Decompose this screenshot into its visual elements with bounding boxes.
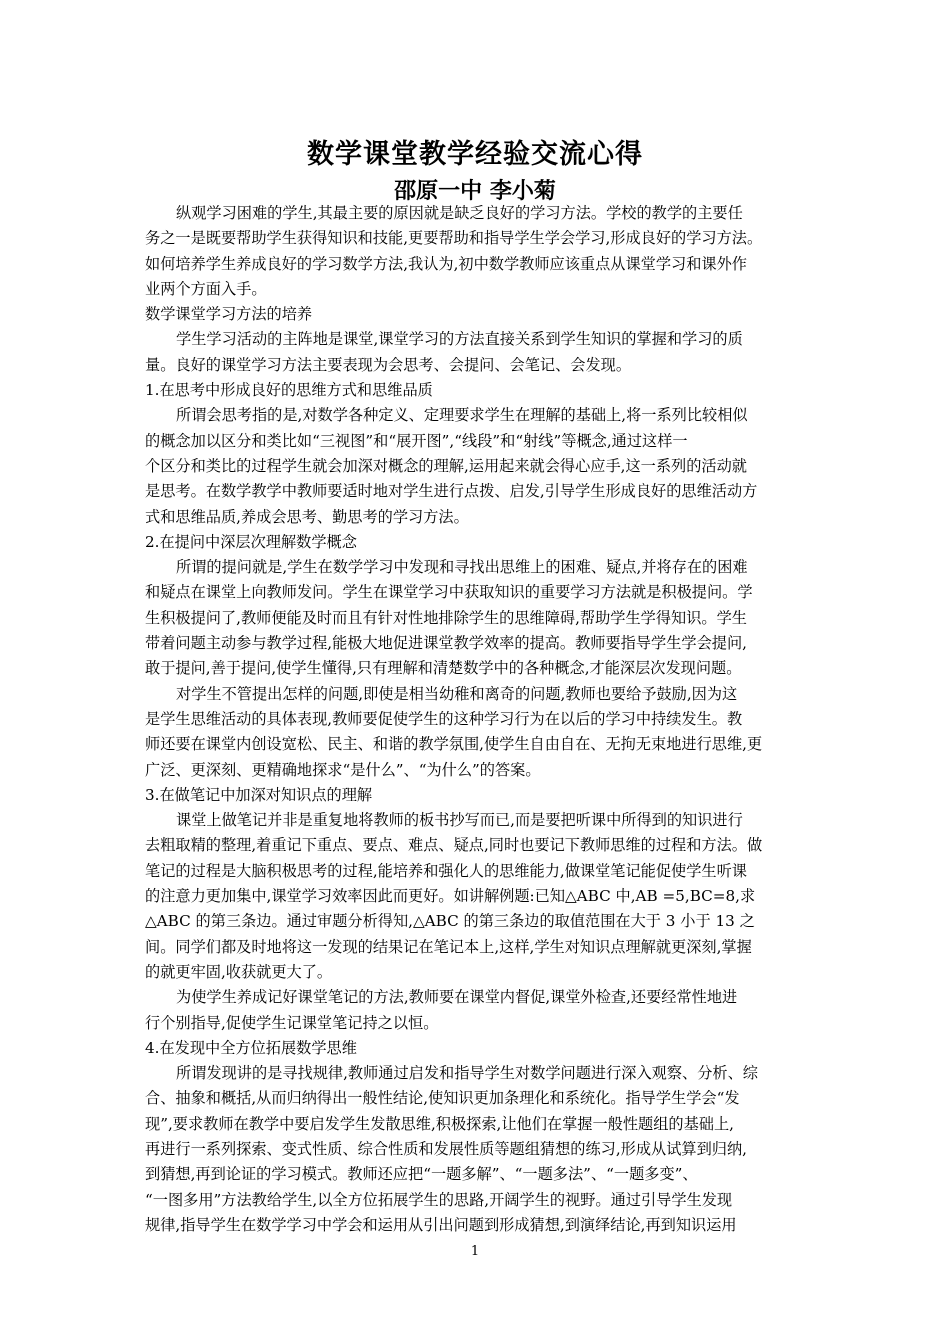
text-line: 数学课堂学习方法的培养 [145,305,313,324]
text-line: 务之一是既要帮助学生获得知识和技能,更要帮助和指导学生学会学习,形成良好的学习方法。 [145,229,763,248]
document-body [145,201,810,1238]
text-line: 所谓的提问就是,学生在数学学习中发现和寻找出思维上的困难、疑点,并将存在的困难 [176,558,748,577]
text-line: 量。良好的课堂学习方法主要表现为会思考、会提问、会笔记、会发现。 [145,355,631,374]
text-line: 到猜想,再到论证的学习模式。教师还应把“一题多解”、“一题多法”、“一题多变”、 [145,1165,698,1184]
text-line: 去粗取精的整理,着重记下重点、要点、难点、疑点,同时也要记下教师思维的过程和方法。做 [145,836,763,855]
text-line: 所谓会思考指的是,对数学各种定义、定理要求学生在理解的基础上,将一系列比较相似 [176,406,748,425]
text-line: 1.在思考中形成良好的思维方式和思维品质 [145,381,433,400]
text-line: 间。同学们都及时地将这一发现的结果记在笔记本上,这样,学生对知识点理解就更深刻,掌握 [145,937,752,956]
text-line: 所谓发现讲的是寻找规律,教师通过启发和指导学生对数学问题进行深入观察、分析、综 [176,1064,758,1083]
text-line: 如何培养学生养成良好的学习数学方法,我认为,初中数学教师应该重点从课堂学习和课外作 [145,254,747,273]
text-line: 的就更牢固,收获就更大了。 [145,962,333,981]
text-line: 广泛、更深刻、更精确地探求“是什么”、“为什么”的答案。 [145,760,541,779]
text-line: 4.在发现中全方位拓展数学思维 [145,1038,357,1057]
text-line: 生积极提问了,教师便能及时而且有针对性地排除学生的思维障碍,帮助学生学得知识。学生 [145,608,747,627]
text-line: 个区分和类比的过程学生就会加深对概念的理解,运用起来就会得心应手,这一系列的活动就 [145,456,747,475]
text-line: 2.在提问中深层次理解数学概念 [145,532,357,551]
text-line: 是思考。在数学教学中教师要适时地对学生进行点拨、启发,引导学生形成良好的思维活动方 [145,482,758,501]
text-line: 是学生思维活动的具体表现,教师要促使学生的这种学习行为在以后的学习中持续发生。教 [145,709,743,728]
text-line: 合、抽象和概括,从而归纳得出一般性结论,使知识更加条理化和系统化。指导学生学会“发 [145,1089,740,1108]
document-author: 邵原一中 李小菊 [394,178,556,204]
text-line: △ABC 的第三条边。通过审题分析得知,△ABC 的第三条边的取值范围在大于 3 小于 13 之 [145,912,755,931]
text-line: 纵观学习困难的学生,其最主要的原因就是缺乏良好的学习方法。学校的教学的主要任 [176,204,743,222]
document-title: 数学课堂教学经验交流心得 [307,139,643,170]
text-line: 再进行一系列探索、变式性质、综合性质和发展性质等题组猜想的练习,形成从试算到归纳, [145,1139,747,1158]
text-line: 行个别指导,促使学生记课堂笔记持之以恒。 [145,1013,439,1032]
text-line: 的概念加以区分和类比如“三视图”和“展开图”,“线段”和“射线”等概念,通过这样一 [145,431,688,450]
page-number: 1 [470,1244,480,1259]
text-line: 敢于提问,善于提问,使学生懂得,只有理解和清楚数学中的各种概念,才能深层次发现问题。 [145,659,742,678]
text-line: 3.在做笔记中加深对知识点的理解 [145,785,373,804]
text-line: 和疑点在课堂上向教师发问。学生在课堂学习中获取知识的重要学习方法就是积极提问。学 [145,583,753,602]
text-line: 规律,指导学生在数学学习中学会和运用从引出问题到形成猜想,到演绎结论,再到知识运用 [145,1215,737,1234]
text-line: 师还要在课堂内创设宽松、民主、和谐的教学氛围,使学生自由自在、无拘无束地进行思维,更 [145,735,763,754]
text-line: 为使学生养成记好课堂笔记的方法,教师要在课堂内督促,课堂外检查,还要经常性地进 [176,988,738,1007]
text-line: 对学生不管提出怎样的问题,即使是相当幼稚和离奇的问题,教师也要给予鼓励,因为这 [176,684,738,703]
text-line: 的注意力更加集中,课堂学习效率因此而更好。如讲解例题:已知△ABC 中,AB =5,BC=8,求 [145,887,756,906]
text-line: 业两个方面入手。 [145,279,267,298]
text-line: 笔记的过程是大脑积极思考的过程,能培养和强化人的思维能力,做课堂笔记能促使学生听课 [145,861,747,880]
text-line: 学生学习活动的主阵地是课堂,课堂学习的方法直接关系到学生知识的掌握和学习的质 [176,330,743,349]
text-line: “一图多用”方法教给学生,以全方位拓展学生的思路,开阔学生的视野。通过引导学生发现 [145,1190,733,1209]
text-line: 式和思维品质,养成会思考、勤思考的学习方法。 [145,507,469,526]
text-line: 课堂上做笔记并非是重复地将教师的板书抄写而已,而是要把听课中所得到的知识进行 [176,811,743,830]
text-line: 带着问题主动参与教学过程,能极大地促进课堂教学效率的提高。教师要指导学生学会提问, [145,634,747,653]
text-line: 现”,要求教师在教学中要启发学生发散思维,积极探索,让他们在掌握一般性题组的基础上, [145,1114,735,1133]
